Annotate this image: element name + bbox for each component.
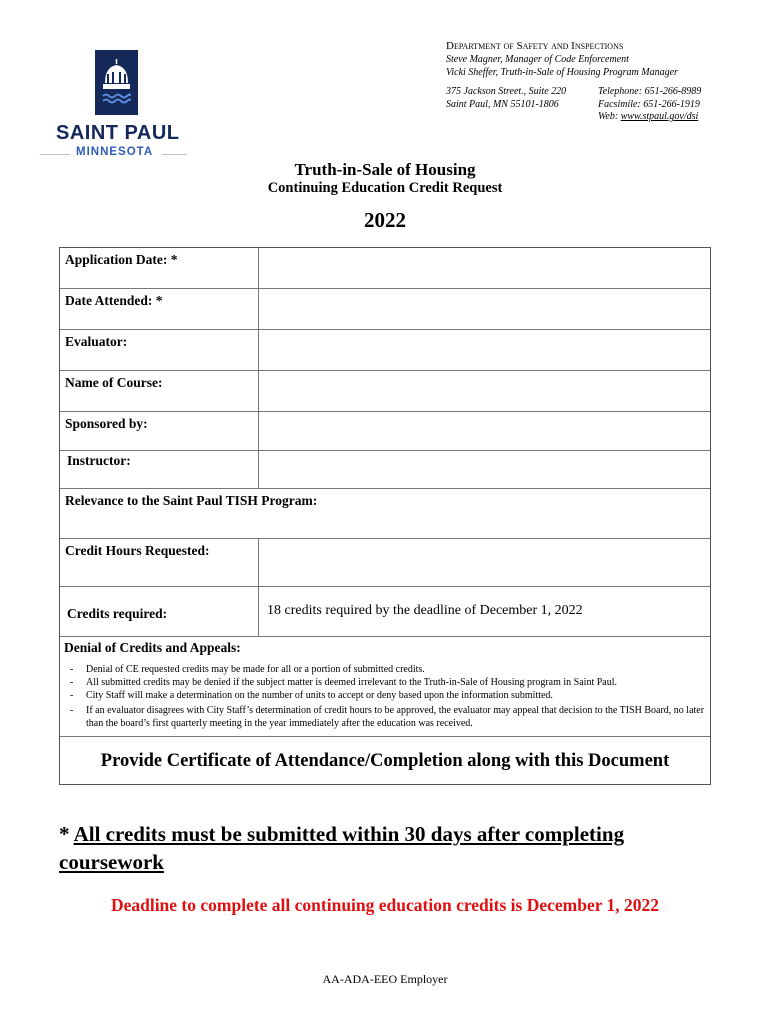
capitol-dome-icon	[95, 50, 138, 115]
saint-paul-logo	[40, 50, 190, 162]
relevance-row[interactable]	[60, 489, 710, 539]
submission-text: All credits must be submitted within 30 days after completing coursework	[59, 822, 625, 874]
credit-request-form	[59, 247, 711, 785]
date-attended-label: Date Attended: *	[60, 289, 259, 329]
facsimile: Facsimile: 651-266-1919	[598, 98, 700, 110]
denial-heading: Denial of Credits and Appeals:	[64, 640, 241, 655]
address-block	[446, 86, 566, 111]
department-name: Department of Safety and Inspections	[446, 40, 624, 52]
logo-divider	[162, 154, 187, 155]
denial-item: - City Staff will make a determination on the number of units to accept or deny based upon the information submitted.	[64, 689, 705, 702]
application-date-row	[60, 248, 710, 289]
web-line	[598, 111, 701, 124]
document-subtitle: Continuing Education Credit Request	[267, 180, 503, 196]
document-year: 2022	[364, 208, 406, 232]
contact-block	[598, 86, 701, 124]
document-title: Truth-in-Sale of Housing	[294, 160, 476, 179]
evaluator-field[interactable]	[259, 330, 710, 370]
course-name-label: Name of Course:	[60, 371, 259, 411]
web-link[interactable]: www.stpaul.gov/dsi	[620, 111, 699, 122]
credit-hours-label: Credit Hours Requested:	[60, 539, 259, 586]
logo-state: MINNESOTA	[76, 146, 154, 158]
department-block	[446, 40, 678, 79]
sponsored-by-label: Sponsored by:	[60, 412, 259, 450]
manager-line: Steve Magner, Manager of Code Enforcement	[446, 54, 629, 65]
instructor-field[interactable]	[259, 451, 710, 488]
application-date-label: Application Date: *	[60, 248, 259, 288]
deadline-note: Deadline to complete all continuing education credits is December 1, 2022	[110, 895, 660, 915]
denial-item: - Denial of CE requested credits may be made for all or a portion of submitted credits.	[64, 663, 705, 676]
credit-hours-row	[60, 539, 710, 587]
credits-required-row	[60, 587, 710, 637]
instructor-label: Instructor:	[60, 451, 259, 488]
certificate-note: Provide Certificate of Attendance/Completion along with this Document	[100, 751, 670, 771]
date-attended-row	[60, 289, 710, 330]
logo-divider	[40, 154, 70, 155]
course-name-field[interactable]	[259, 371, 710, 411]
denial-item: - If an evaluator disagrees with City Staff’s determination of credit hours to be approved, the evaluator may appeal that decision to the TISH Board, no later than the board’s first quarterly meeting in the year immediately after the education was received.	[64, 704, 705, 730]
date-attended-field[interactable]	[259, 289, 710, 329]
credits-required-label: Credits required:	[60, 587, 259, 636]
sponsored-by-row	[60, 412, 710, 451]
submission-asterisk: *	[59, 822, 74, 846]
application-date-field[interactable]	[259, 248, 710, 288]
credit-hours-field[interactable]	[259, 539, 710, 586]
denial-item: - All submitted credits may be denied if the subject matter is deemed irrelevant to the Truth-in-Sale of Housing program in Saint Paul.	[64, 676, 705, 689]
telephone: Telephone: 651-266-8989	[598, 86, 702, 97]
credits-required-value: 18 credits required by the deadline of December 1, 2022	[267, 603, 583, 618]
street-address: 375 Jackson Street., Suite 220	[446, 86, 567, 97]
program-manager-line: Vicki Sheffer, Truth-in-Sale of Housing Program Manager	[446, 67, 678, 78]
denial-list	[64, 663, 705, 730]
footer-employer: AA-ADA-EEO Employer	[322, 972, 448, 986]
instructor-row	[60, 451, 710, 489]
course-name-row	[60, 371, 710, 412]
logo-city: SAINT PAUL	[56, 122, 180, 144]
web-label: Web:	[598, 111, 619, 122]
submission-note	[59, 820, 719, 876]
denial-section	[60, 637, 710, 737]
relevance-label: Relevance to the Saint Paul TISH Program:	[65, 493, 318, 508]
city-address: Saint Paul, MN 55101-1806	[446, 98, 559, 110]
evaluator-row	[60, 330, 710, 371]
sponsored-by-field[interactable]	[259, 412, 710, 450]
evaluator-label: Evaluator:	[60, 330, 259, 370]
